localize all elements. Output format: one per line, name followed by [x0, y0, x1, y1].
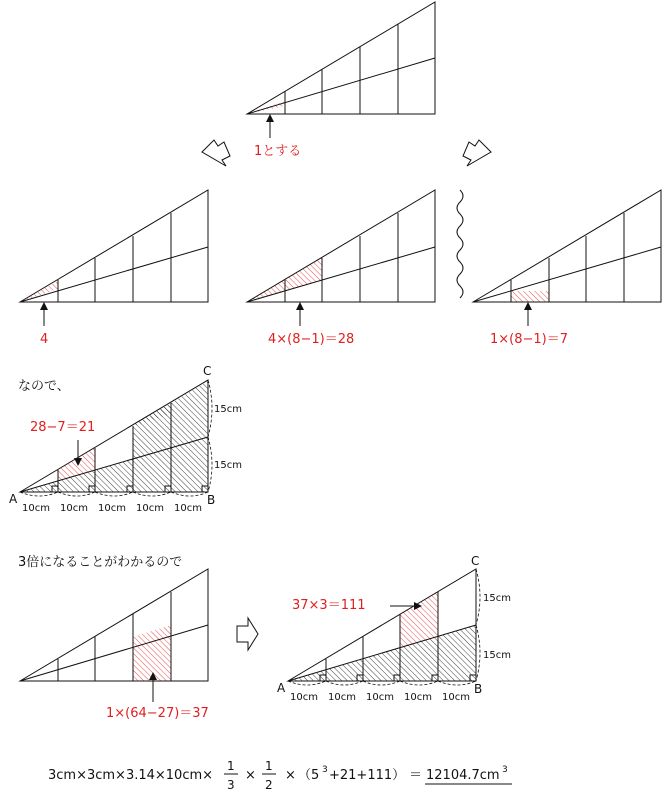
- wavy-separator: [457, 190, 463, 298]
- arrow-outline-left: [202, 140, 230, 166]
- triangle-mid-1: [20, 190, 208, 302]
- label-seg-8: 10cm: [366, 692, 394, 703]
- formula-paren-open: （5: [298, 768, 320, 783]
- text-therefore: なので、: [18, 379, 70, 394]
- label-point-b-2: B: [474, 682, 483, 696]
- label-seg-2: 10cm: [60, 503, 88, 514]
- label-step-a: 4: [40, 332, 49, 347]
- label-result-b: 37×3＝111: [292, 598, 366, 613]
- formula-exp3: 3: [322, 765, 328, 775]
- triangle-bottom-left: [20, 569, 208, 681]
- label-height-bottom-1: 15cm: [214, 460, 242, 471]
- label-point-a-2: A: [277, 681, 286, 695]
- frac1-num: 1: [227, 759, 235, 773]
- arrow-outline-right-mid: [237, 618, 258, 650]
- formula-times1: ×: [245, 768, 256, 783]
- text-triple: 3倍になることがわかるので: [18, 555, 183, 570]
- formula-answer: 12104.7cm: [426, 768, 500, 783]
- label-seg-5: 10cm: [174, 503, 202, 514]
- label-point-a-1: A: [9, 492, 18, 506]
- arrow-outline-right: [463, 140, 491, 166]
- label-point-c-1: C: [203, 364, 212, 378]
- label-height-top-1: 15cm: [214, 404, 242, 415]
- label-point-b-1: B: [207, 493, 216, 507]
- triangle-abc-2: [288, 569, 476, 681]
- label-unit: 1とする: [254, 144, 302, 159]
- label-seg-7: 10cm: [328, 692, 356, 703]
- label-seg-1: 10cm: [22, 503, 50, 514]
- label-seg-10: 10cm: [442, 692, 470, 703]
- label-step-b: 4×(8−1)＝28: [268, 332, 355, 347]
- formula-paren-rest: +21+111）: [329, 768, 406, 783]
- label-seg-6: 10cm: [290, 692, 318, 703]
- triangle-mid-2: [247, 190, 435, 302]
- label-seg-9: 10cm: [404, 692, 432, 703]
- label-seg-4: 10cm: [136, 503, 164, 514]
- label-diff: 28−7＝21: [30, 420, 96, 435]
- label-point-c-2: C: [471, 554, 480, 568]
- frac2-num: 1: [265, 759, 273, 773]
- triangle-mid-3: [473, 190, 661, 302]
- label-step-c: 1×(8−1)＝7: [490, 332, 569, 347]
- formula-answer-exp: 3: [502, 765, 508, 775]
- formula-times2: ×: [285, 768, 296, 783]
- formula-equals: ＝: [409, 768, 423, 783]
- triangle-abc-1: [20, 380, 208, 492]
- frac2-den: 2: [265, 778, 273, 792]
- label-seg-3: 10cm: [98, 503, 126, 514]
- formula-left: 3cm×3cm×3.14×10cm×: [48, 768, 214, 783]
- frac1-den: 3: [227, 778, 235, 792]
- label-height-bottom-2: 15cm: [483, 650, 511, 661]
- label-result-a: 1×(64−27)＝37: [106, 706, 209, 721]
- formula: [48, 759, 512, 792]
- triangle-top: [247, 2, 435, 114]
- label-height-top-2: 15cm: [483, 593, 511, 604]
